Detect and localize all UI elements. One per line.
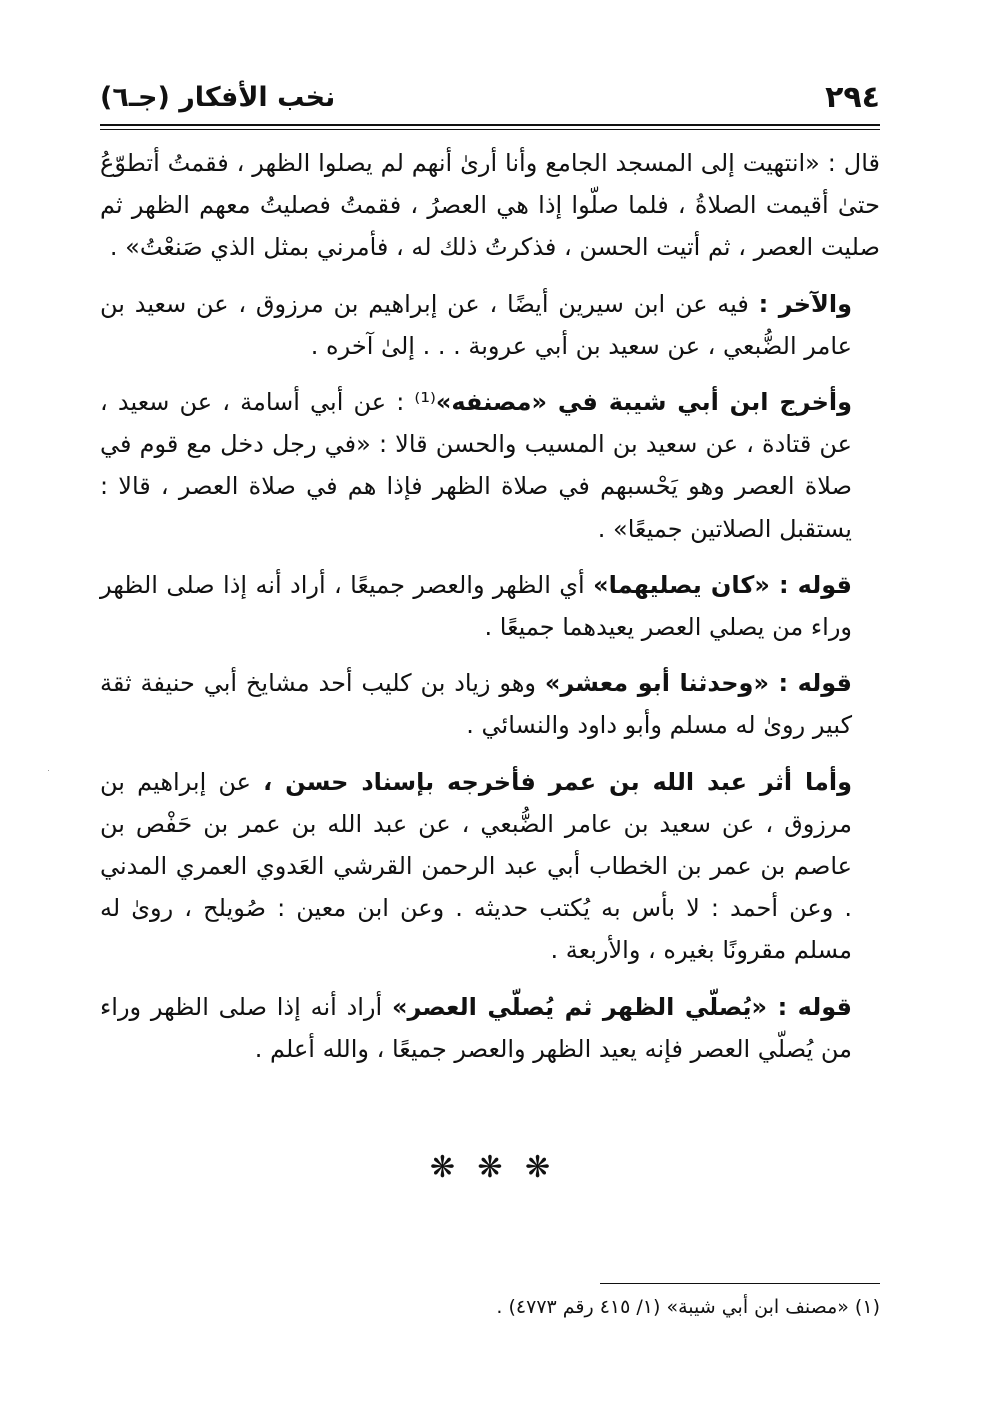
paragraph xyxy=(100,283,880,367)
paragraph-lead: والآخر : xyxy=(758,289,853,318)
paragraph-text: أي الظهر والعصر جميعًا ، أراد أنه إذا صلى الظهر وراء من يصلي العصر يعيدهما جميعًا . xyxy=(100,570,852,642)
paragraph xyxy=(100,381,880,550)
body-text xyxy=(100,142,880,1084)
page-number: ٢٩٤ xyxy=(825,80,880,115)
section-separator: ❋ ❋ ❋ xyxy=(429,1150,557,1185)
paragraph-lead: قوله : «يُصلّي الظهر ثم يُصلّي العصر» xyxy=(391,992,852,1021)
footnote-rule xyxy=(600,1283,880,1284)
paragraph xyxy=(100,986,880,1070)
header-rule xyxy=(100,124,880,126)
margin-mark xyxy=(48,770,49,771)
paragraph xyxy=(100,142,880,269)
paragraph-text: ⁽¹⁾ : عن أبي أسامة ، عن سعيد ، عن قتادة ، عن سعيد بن المسيب والحسن قالا : «في رجل دخل مع قوم في صلاة العصر وهو يَحْسبهم في صلاة الظهر فإذا هم في صلاة العصر ، قالا : يستقبل الصلاتين جميعًا» . xyxy=(100,388,852,543)
paragraph-text: قال : «انتهيت إلى المسجد الجامع وأنا أرىٰ أنهم لم يصلوا الظهر ، فقمتُ أتطوّعُ حتىٰ أقيمت الصلاةُ ، فلما صلّوا إذا هي العصرُ ، فقمتُ فصليتُ معهم الظهر ثم صليت العصر ، ثم أتيت الحسن ، فذكرتُ ذلك له ، فأمرني بمثل الذي صَنعْتُ» . xyxy=(100,149,880,262)
paragraph-lead: قوله : «كان يصليهما» xyxy=(593,570,852,599)
paragraph-lead: وأما أثر عبد الله بن عمر فأخرجه بإسناد حسن ، xyxy=(263,767,852,796)
paragraph xyxy=(100,761,880,972)
paragraph-text: وهو زياد بن كليب أحد مشايخ أبي حنيفة ثقة كبير روىٰ له مسلم وأبو داود والنسائي . xyxy=(100,669,852,740)
paragraph-text: أراد أنه إذا صلى الظهر وراء من يُصلّي العصر فإنه يعيد الظهر والعصر جميعًا ، والله أعلم . xyxy=(100,992,852,1063)
paragraph xyxy=(100,564,880,648)
running-title: نخب الأفكار (جـ٦) xyxy=(100,82,336,113)
paragraph xyxy=(100,662,880,746)
footnote: (١) «مصنف ابن أبي شيبة» (١/ ٤١٥ رقم ٤٧٧٣) . xyxy=(496,1296,880,1318)
page-header xyxy=(100,72,880,122)
header-rule-thin xyxy=(100,129,880,130)
paragraph-lead: قوله : «وحدثنا أبو معشر» xyxy=(544,669,853,698)
paragraph-text: عن إبراهيم بن مرزوق ، عن سعيد بن عامر الضُّبعي ، عن عبد الله بن عمر بن حَفْص بن عاصم بن عمر بن الخطاب أبي عبد الرحمن القرشي العَدوي العمري المدني . وعن أحمد : لا بأس به يُكتب حديثه . وعن ابن معين : صُويلح ، روىٰ له مسلم مقرونًا بغيره ، والأربعة . xyxy=(100,767,852,965)
paragraph-text: فيه عن ابن سيرين أيضًا ، عن إبراهيم بن مرزوق ، عن سعيد بن عامر الضُّبعي ، عن سعيد بن أبي عروبة . . . إلىٰ آخره . xyxy=(100,289,852,360)
paragraph-lead: وأخرج ابن أبي شيبة في «مصنفه» xyxy=(435,388,853,417)
